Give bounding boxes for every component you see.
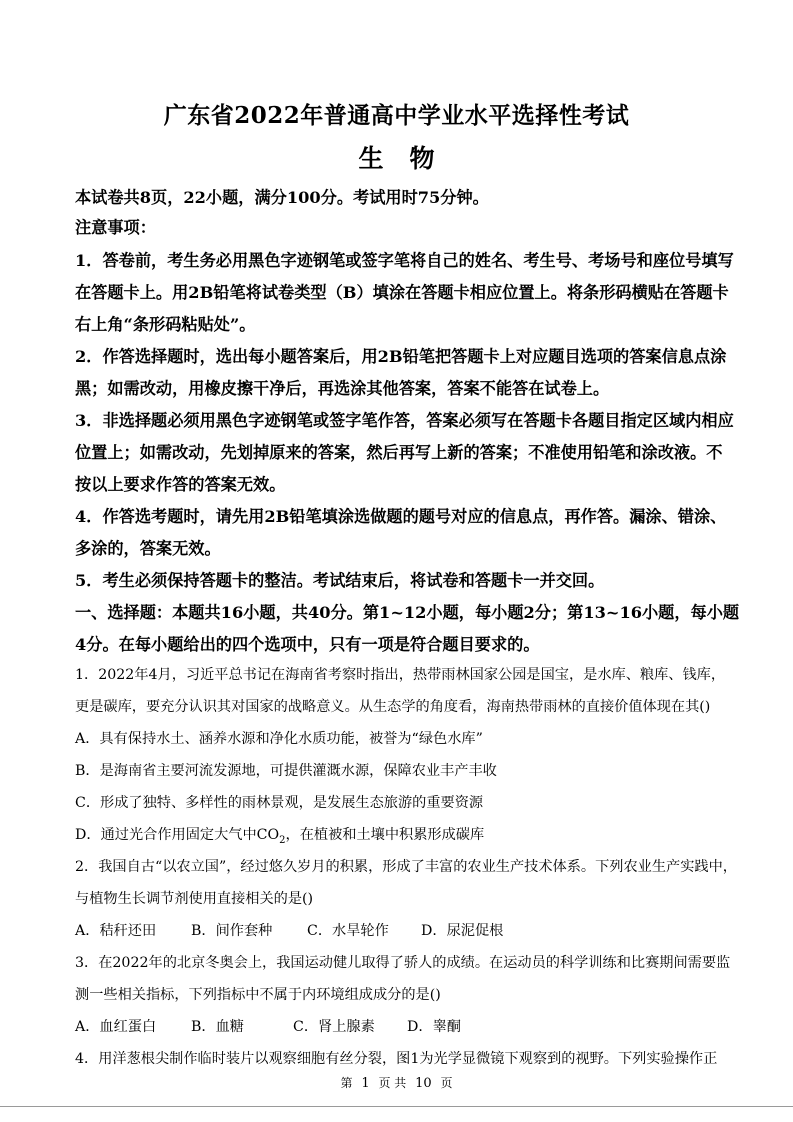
exam-intro: 本试卷共8页，22小题，满分100分。考试用时75分钟。	[75, 188, 489, 207]
question-2-option-a: A．秸秆还田	[75, 923, 157, 939]
page-number: 1	[361, 1076, 370, 1091]
notice-line: 4．作答选考题时，请先用2B铅笔填涂选做题的题号对应的信息点，再作答。漏涂、错涂、	[75, 507, 727, 526]
question-2-options	[75, 920, 733, 940]
option-d-text: D．通过光合作用固定大气中CO	[75, 827, 280, 843]
question-1-option-c: C．形成了独特、多样性的雨林景观，是发展生态旅游的重要资源	[75, 795, 484, 811]
footer-text: 页	[440, 1076, 453, 1090]
question-3-option-a: A．血红蛋白	[75, 1019, 157, 1035]
section-heading: 4分。在每小题给出的四个选项中，只有一项是符合题目要求的。	[75, 635, 540, 654]
subscript-2: 2	[279, 834, 286, 846]
notice-line: 按以上要求作答的答案无效。	[75, 475, 286, 494]
notice-line: 黑；如需改动，用橡皮擦干净后，再选涂其他答案，答案不能答在试卷上。	[75, 379, 610, 398]
notice-line: 3．非选择题必须用黑色字迹钢笔或签字笔作答，答案必须写在答题卡各题目指定区域内相应	[75, 411, 734, 430]
question-2-option-b: B．间作套种	[191, 923, 273, 939]
notice-line: 1．答卷前，考生务必用黑色字迹钢笔或签字笔将自己的姓名、考生号、考场号和座位号填写	[75, 251, 734, 270]
question-3-option-c: C．肾上腺素	[293, 1019, 375, 1035]
question-3-option-b: B．血糖	[191, 1019, 244, 1035]
exam-title: 广东省2022年普通高中学业水平选择性考试	[163, 102, 630, 129]
question-2-option-c: C．水旱轮作	[307, 923, 389, 939]
question-3-stem: 测一些相关指标，下列指标中不属于内环境组成成分的是()	[75, 987, 441, 1003]
footer-text: 页 共	[378, 1076, 407, 1090]
question-1-option-a: A．具有保持水土、涵养水源和净化水质功能，被誉为“绿色水库”	[75, 731, 483, 747]
bottom-divider	[0, 1106, 793, 1107]
notice-line: 在答题卡上。用2B铅笔将试卷类型（B）填涂在答题卡相应位置上。将条形码横贴在答题卡	[75, 283, 729, 302]
notice-line: 多涂的，答案无效。	[75, 539, 221, 558]
notice-line: 位置上；如需改动，先划掉原来的答案，然后再写上新的答案；不准使用铅笔和涂改液。不	[75, 443, 723, 462]
notice-line: 右上角“条形码粘贴处”。	[75, 315, 256, 334]
subject-title: 生物	[358, 144, 461, 173]
notice-line: 2．作答选择题时，选出每小题答案后，用2B铅笔把答题卡上对应题目选项的答案信息点涂	[75, 347, 727, 366]
question-2-option-d: D．尿泥促根	[421, 923, 504, 939]
option-d-text-rest: ，在植被和土壤中积累形成碳库	[285, 827, 485, 843]
question-3-options	[75, 1016, 733, 1036]
notice-title: 注意事项：	[75, 218, 156, 237]
question-1-option-b: B．是海南省主要河流发源地，可提供灌溉水源，保障农业丰产丰收	[75, 763, 497, 779]
total-pages: 10	[415, 1076, 432, 1091]
question-1-stem: 1．2022年4月，习近平总书记在海南省考察时指出，热带雨林国家公园是国宝，是水库、粮库、钱库，	[75, 667, 726, 683]
page-footer	[0, 1074, 793, 1091]
question-4-stem: 4．用洋葱根尖制作临时装片以观察细胞有丝分裂，图1为光学显微镜下观察到的视野。下列实验操作正	[75, 1051, 718, 1067]
footer-text: 第	[340, 1076, 353, 1090]
notice-line: 5．考生必须保持答题卡的整洁。考试结束后，将试卷和答题卡一并交回。	[75, 571, 605, 590]
question-2-stem: 与植物生长调节剂使用直接相关的是()	[75, 891, 314, 907]
question-3-stem: 3．在2022年的北京冬奥会上，我国运动健儿取得了骄人的成绩。在运动员的科学训练和比赛期间需要监	[75, 955, 731, 971]
section-heading: 一、选择题：本题共16小题，共40分。第1~12小题，每小题2分；第13~16小题，每小题	[75, 603, 740, 622]
question-1-stem: 更是碳库，要充分认识其对国家的战略意义。从生态学的角度看，海南热带雨林的直接价值体现在其()	[75, 699, 711, 715]
question-1-option-d	[75, 824, 733, 846]
question-2-stem: 2．我国自古“以农立国”，经过悠久岁月的积累，形成了丰富的农业生产技术体系。下列农业生产实践中，	[75, 859, 737, 875]
question-3-option-d: D．睾酮	[407, 1019, 461, 1035]
